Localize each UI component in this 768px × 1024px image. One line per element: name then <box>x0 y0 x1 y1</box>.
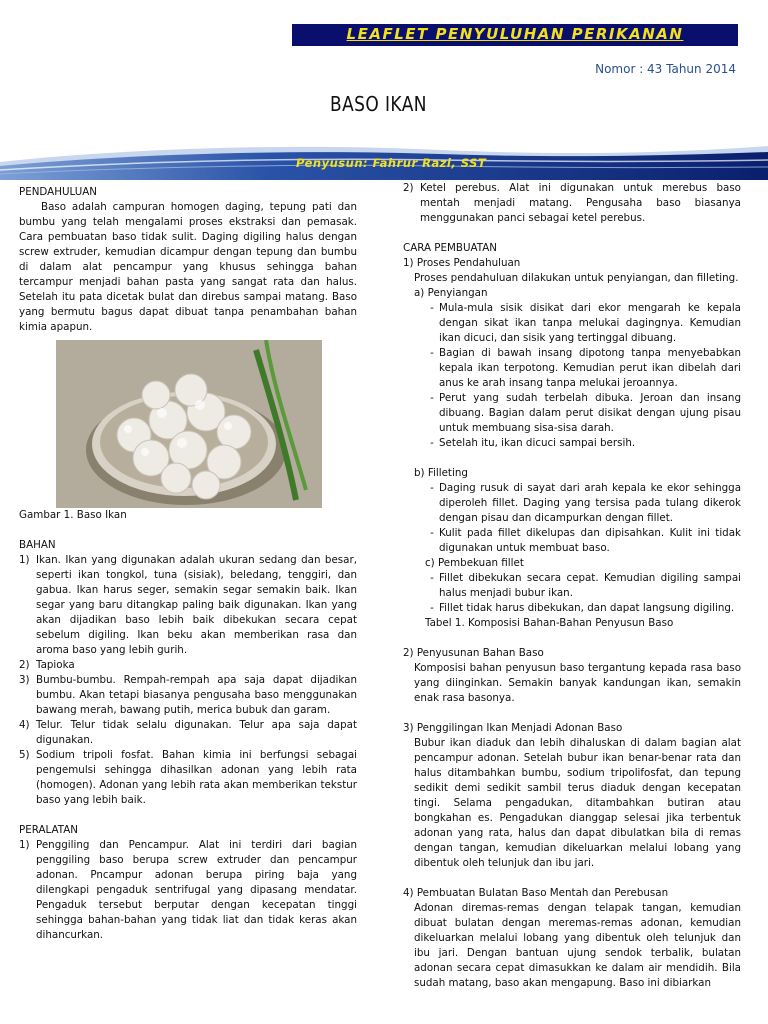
author-name: Penyusun: Fahrur Razi, SST <box>296 156 487 170</box>
list-item: 1) Ikan. Ikan yang digunakan adalah ukuran sedang dan besar, seperti ikan tongkol, tuna (sisiak), beledang, tenggiri, dan gabua. Ikan harus seger, semakin segar semakin baik. Ikan segar yang baru ditangkap paling baik digunakan. Ikan yang akan dijadikan baso lebih baik dibekukan secara cepat sebelum digiling. Ikan beku akan memberikan rasa dan aroma baso yang lebih gurih. <box>19 554 357 656</box>
list-item: - Kulit pada fillet dikelupas dan dipisahkan. Kulit ini tidak digunakan untuk membuat baso. <box>430 527 741 554</box>
banner-title: LEAFLET PENYULUHAN PERIKANAN <box>346 25 684 43</box>
figure-caption: Gambar 1. Baso Ikan <box>19 509 127 521</box>
step-title: 2) Penyusunan Bahan Baso <box>403 647 544 659</box>
list-item: - Bagian di bawah insang dipotong tanpa menyebabkan kepala ikan terpotong. Kemudian perut ikan dibelah dari anus ke arah insang tanpa melukai jeroannya. <box>430 347 741 389</box>
step-text: Komposisi bahan penyusun baso tergantung kepada rasa baso yang diinginkan. Semakin banyak kandungan ikan, semakin enak rasa basonya. <box>414 662 741 704</box>
step-text: Bubur ikan diaduk dan lebih dihaluskan di dalam bagian alat pencampur adonan. Setelah bubur ikan benar-benar rata dan halus ditambahkan bumbu, sodium tripolifosfat, dan tepung sedikit demi sedikit sambil terus diaduk dengan kecepatan tingi. Selama pengadukan, ditambahkan butiran atau bongkahan es. Pengadukan dianggap selesai jika terbentuk adonan yang rata, halus dan dapat dibulatkan bila di remas dengan tangan, kemudian dikeluarkan melalui lobang yang dibentuk oleh telunjuk dan ibu jari. <box>414 737 741 869</box>
step-text: Proses pendahuluan dilakukan untuk penyiangan, dan filleting. <box>414 272 739 284</box>
sub-step-title: c) Pembekuan fillet <box>425 557 524 569</box>
list-item: 5) Sodium tripoli fosfat. Bahan kimia ini berfungsi sebagai pengemulsi sehingga dihasilkan adonan yang lebih rata (homogen). Adonan yang lebih rata akan memberikan tekstur baso yang lebih baik. <box>19 749 357 806</box>
header-banner <box>292 24 738 46</box>
section-heading-peralatan: PERALATAN <box>19 824 78 836</box>
left-column <box>19 185 357 943</box>
step-title: 3) Penggilingan Ikan Menjadi Adonan Baso <box>403 722 623 734</box>
list-item: 1) Penggiling dan Pencampur. Alat ini terdiri dari bagian penggiling baso berupa screw extruder dan pencampur adonan. Pncampur adonan berupa piring baja yang dilengkapi pengaduk sentrifugal yang dipasang mendatar. Pengaduk tersebut berputar dengan kecepatan tinggi sehingga bahan-bahan yang tidak liat dan tidak keras akan dihancurkan. <box>19 839 357 941</box>
right-column <box>403 181 741 991</box>
list-item: - Daging rusuk di sayat dari arah kepala ke ekor sehingga diperoleh fillet. Daging yang tersisa pada tulang dikerok dengan pisau dan dicampurkan dengan fillet. <box>430 482 741 524</box>
list-item: - Setelah itu, ikan dicuci sampai bersih. <box>430 437 636 449</box>
author-bar <box>290 156 730 171</box>
sub-step-title: a) Penyiangan <box>414 287 488 299</box>
section-heading-pendahuluan: PENDAHULUAN <box>19 186 97 198</box>
list-item: 2) Ketel perebus. Alat ini digunakan untuk merebus baso mentah menjadi matang. Pengusaha baso biasanya menggunakan panci sebagai ketel perebus. <box>403 182 741 224</box>
list-item: - Mula-mula sisik disikat dari ekor mengarah ke kepala dengan sikat ikan tanpa melukai dagingnya. Kemudian ikan dicuci, dan sisik yang tertinggal dibuang. <box>430 302 741 344</box>
list-item: 4) Telur. Telur tidak selalu digunakan. Telur apa saja dapat digunakan. <box>19 719 357 746</box>
baso-ikan-illustration <box>56 340 322 508</box>
step-text: Adonan diremas-remas dengan telapak tangan, kemudian dibuat bulatan dengan meremas-remas adonan, kemudian dikeluarkan melalui lobang yang dibentuk oleh telunjuk dan ibu jari. Dengan bantuan ujung sendok terbalik, bulatan adonan secara cepat dimasukkan ke dalam air mendidih. Bila sudah matang, baso akan mengapung. Baso ini dibiarkan <box>414 902 741 989</box>
list-item: - Perut yang sudah terbelah dibuka. Jeroan dan insang dibuang. Bagian dalam perut disikat dengan ujung pisau untuk membuang sisa-sisa darah. <box>430 392 741 434</box>
section-heading-cara-pembuatan: CARA PEMBUATAN <box>403 242 497 254</box>
list-item: 2) Tapioka <box>19 659 75 671</box>
section-heading-bahan: BAHAN <box>19 539 56 551</box>
sub-step-title: b) Filleting <box>414 467 468 479</box>
list-item: - Fillet tidak harus dibekukan, dan dapat langsung digiling. <box>430 602 735 614</box>
list-item: 3) Bumbu-bumbu. Rempah-rempah apa saja dapat dijadikan bumbu. Akan tetapi biasanya pengusaha baso menggunakan bawang merah, bawang putih, merica bubuk dan garam. <box>19 674 357 716</box>
step-title: 1) Proses Pendahuluan <box>403 257 521 269</box>
step-title: 4) Pembuatan Bulatan Baso Mentah dan Perebusan <box>403 887 669 899</box>
table-caption: Tabel 1. Komposisi Bahan-Bahan Penyusun Baso <box>425 617 674 629</box>
document-title: BASO IKAN <box>330 92 427 116</box>
issue-number: Nomor : 43 Tahun 2014 <box>595 62 736 76</box>
intro-paragraph: Baso adalah campuran homogen daging, tepung pati dan bumbu yang telah mengalami proses ekstraksi dan pemasak. Cara pembuatan baso tidak sulit. Daging digiling halus dengan screw extruder, kemudian dicampur dengan tepung dan bumbu di dalam alat pencampur yang khusus sehingga bahan tercampur menjadi bahan pasta yang sangat rata dan halus. Setelah itu pata dicetak bulat dan direbus sampai matang. Baso yang bermutu bagus dapat dibuat tanpa penambahan bahan kimia apapun. <box>19 201 357 333</box>
list-item: - Fillet dibekukan secara cepat. Kemudian digiling sampai halus menjadi bubur ikan. <box>430 572 741 599</box>
baso-ikan-photo <box>56 340 322 508</box>
